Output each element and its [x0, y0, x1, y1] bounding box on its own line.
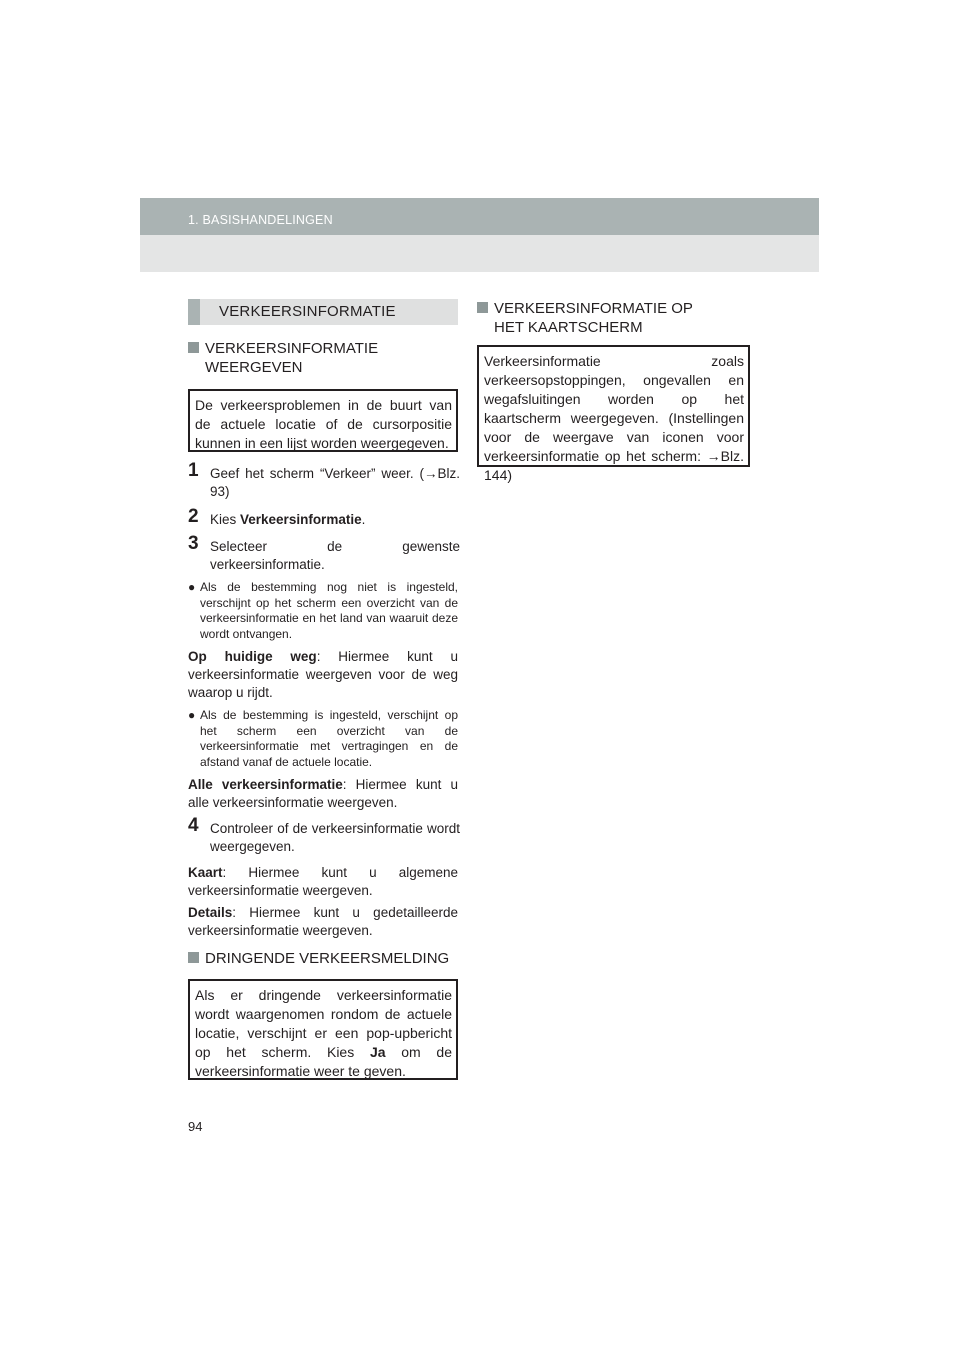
bullet-no-destination: ● Als de bestemming nog niet is ingesteld, verschijnt op het scherm een overzicht van de verkeersinformatie en het land van waaruit deze wordt ontvangen. [188, 580, 458, 641]
para-alle-verkeersinformatie: Alle verkeersinformatie: Hiermee kunt u alle verkeersinformatie weergeven. [188, 777, 458, 810]
page-number: 94 [188, 1119, 203, 1134]
para-op-huidige-weg: Op huidige weg: Hiermee kunt u verkeersinformatie weergeven voor de weg waarop u rijdt. [188, 649, 459, 700]
section-marker [188, 299, 200, 325]
step-1: 1 Geef het scherm “Verkeer” weer. (→Blz. 93) [188, 460, 460, 499]
step-4: 4 Controleer of de verkeersinformatie wordt weergegeven. [188, 815, 460, 854]
chapter-title: 1. BASISHANDELINGEN [188, 213, 333, 227]
square-bullet-icon [477, 302, 488, 313]
bullet-dot-icon: ● [188, 580, 196, 594]
para-kaart: Kaart: Hiermee kunt u algemene verkeersinformatie weergeven. [188, 865, 458, 898]
option-verkeersinformatie: Verkeersinformatie [240, 512, 362, 527]
section-heading [188, 299, 458, 325]
square-bullet-icon [188, 952, 199, 963]
para-details: Details: Hiermee kunt u gedetailleerde verkeersinformatie weergeven. [188, 905, 458, 938]
info-box-kaartscherm: Verkeersinformatie zoals verkeersopstoppingen, ongevallen en wegafsluitingen worden op het kaartscherm weergegeven. (Instellingen voor de weergave van iconen voor verkeersinformatie op het scherm: →Blz. 144) [477, 345, 750, 467]
bullet-dot-icon: ● [188, 708, 196, 722]
info-box-weergeven: De verkeersproblemen in de buurt van de actuele locatie of de cursorpositie kunnen in een lijst worden weergegeven. [188, 389, 458, 452]
section-title: VERKEERSINFORMATIE [219, 303, 396, 320]
step-3: 3 Selecteer de gewenste verkeersinformatie. [188, 533, 460, 572]
step-2: 2 Kies Verkeersinformatie. [188, 506, 366, 527]
square-bullet-icon [188, 342, 199, 353]
bullet-destination-set: ● Als de bestemming is ingesteld, verschijnt op het scherm een overzicht van de verkeersinformatie met vertragingen en de afstand vanaf de actuele locatie. [188, 708, 458, 769]
info-box-dringende: Als er dringende verkeersinformatie wordt waargenomen rondom de actuele locatie, verschijnt er een pop-upbericht op het scherm. Kies Ja om de verkeersinformatie weer te geven. [188, 979, 458, 1080]
